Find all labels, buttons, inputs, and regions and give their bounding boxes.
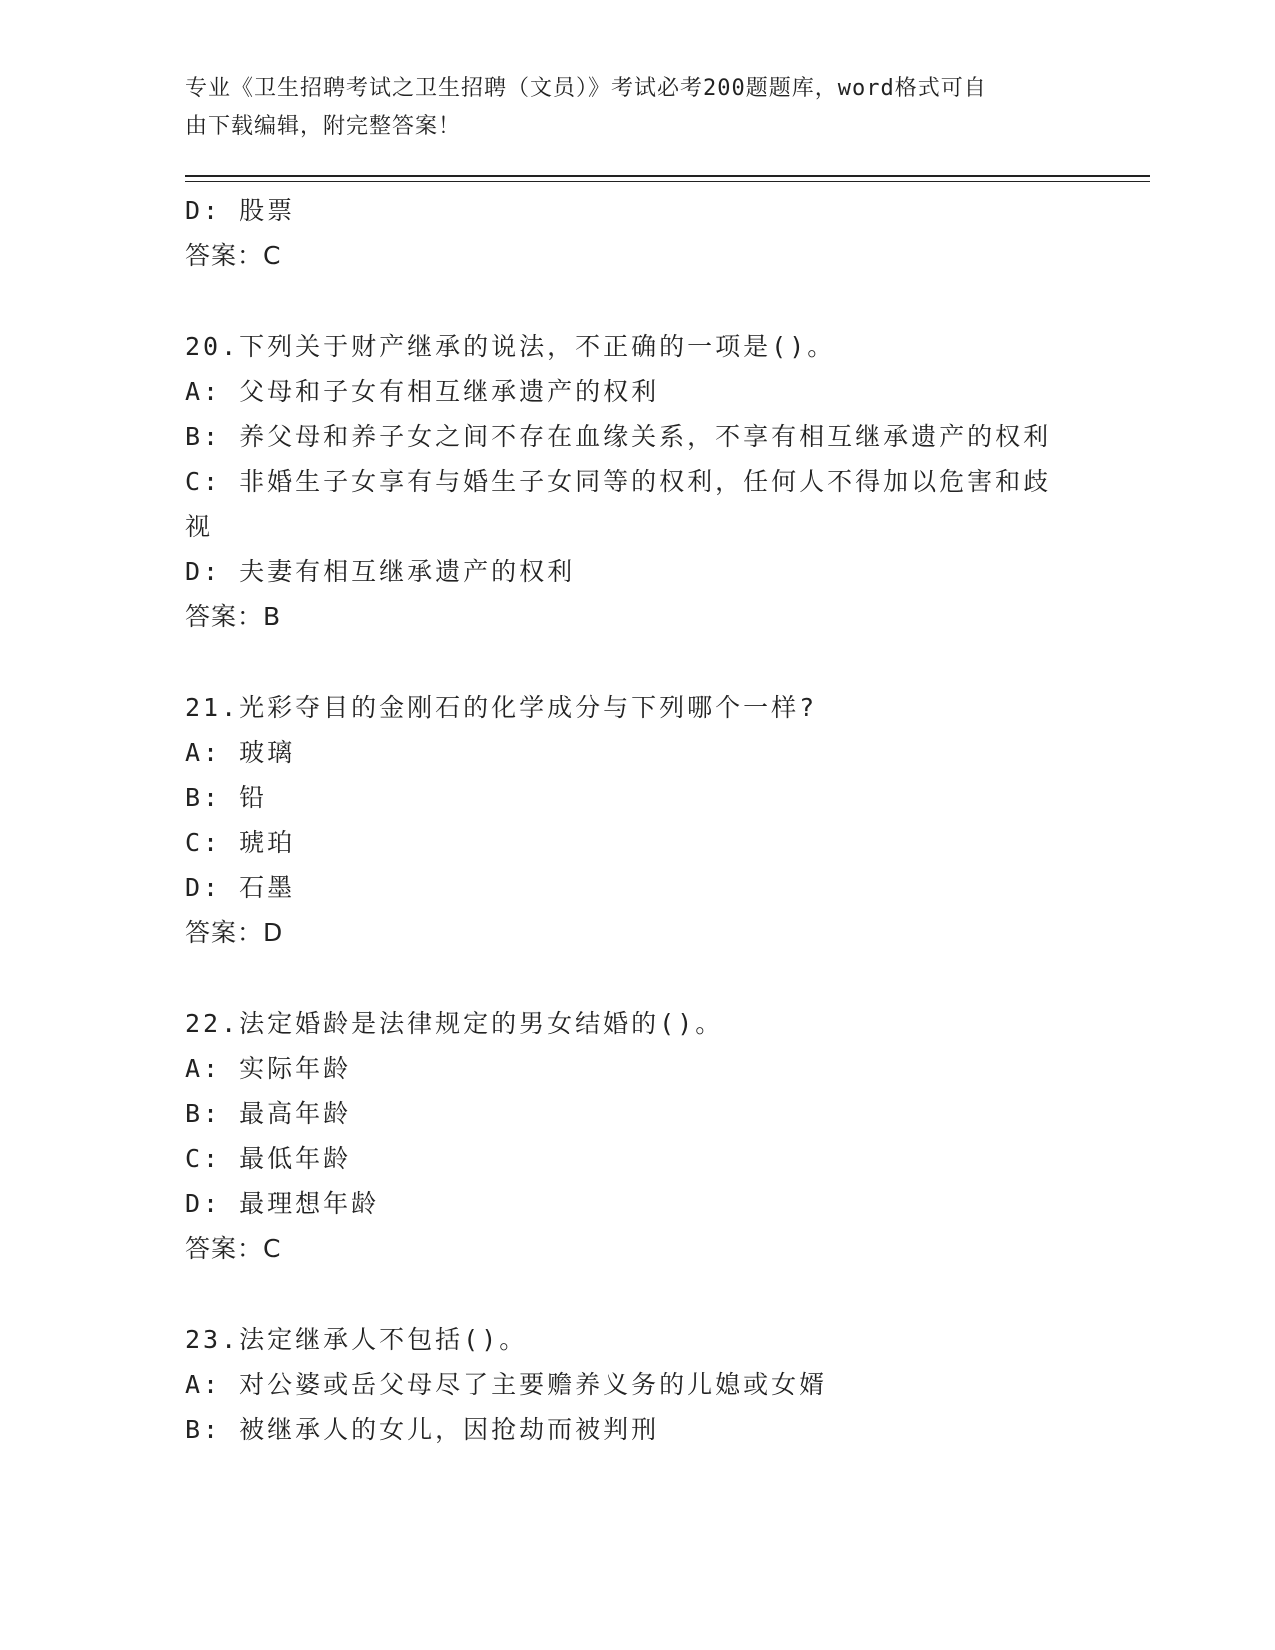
option-d: D: 石墨	[185, 873, 296, 902]
question-stem: 22.法定婚龄是法律规定的男女结婚的()。	[185, 1009, 724, 1038]
option-a: A: 父母和子女有相互继承遗产的权利	[185, 377, 660, 406]
spacer	[185, 278, 1085, 324]
question-list	[185, 188, 1085, 1452]
question-22	[185, 1001, 1085, 1271]
option-a: A: 对公婆或岳父母尽了主要赡养义务的儿媳或女婿	[185, 1370, 828, 1399]
spacer	[185, 1271, 1085, 1317]
answer-line: 答案：B	[185, 602, 282, 631]
answer-line: 答案：D	[185, 918, 284, 947]
option-d: D: 最理想年龄	[185, 1189, 380, 1218]
option-d: D: 夫妻有相互继承遗产的权利	[185, 557, 576, 586]
spacer	[185, 955, 1085, 1001]
question-20	[185, 324, 1085, 639]
header-divider-thin	[185, 181, 1150, 182]
option-b: B: 最高年龄	[185, 1099, 352, 1128]
question-stem: 23.法定继承人不包括()。	[185, 1325, 528, 1354]
option-c: C: 非婚生子女享有与婚生子女同等的权利，任何人不得加以危害和歧	[185, 467, 1052, 496]
header-line-1: 专业《卫生招聘考试之卫生招聘（文员）》考试必考200题题库，word格式可自	[185, 76, 987, 101]
option-a: A: 实际年龄	[185, 1054, 352, 1083]
question-21	[185, 685, 1085, 955]
option-a: A: 玻璃	[185, 738, 296, 767]
header-line-2: 由下载编辑，附完整答案！	[185, 114, 462, 139]
header-divider-thick	[185, 175, 1150, 177]
spacer	[185, 639, 1085, 685]
option-b: B: 养父母和养子女之间不存在血缘关系，不享有相互继承遗产的权利	[185, 422, 1052, 451]
option-b: B: 被继承人的女儿，因抢劫而被判刑	[185, 1415, 660, 1444]
question-stem: 21.光彩夺目的金刚石的化学成分与下列哪个一样?	[185, 693, 818, 722]
document-header	[185, 70, 1065, 146]
option-c: C: 最低年龄	[185, 1144, 352, 1173]
option-b: B: 铅	[185, 783, 268, 812]
answer-line: 答案：C	[185, 1234, 282, 1263]
option-c-continued: 视	[185, 512, 214, 541]
question-23	[185, 1317, 1085, 1452]
option-d: D: 股票	[185, 196, 296, 225]
option-c: C: 琥珀	[185, 828, 296, 857]
question-stem: 20.下列关于财产继承的说法，不正确的一项是()。	[185, 332, 836, 361]
answer-line: 答案：C	[185, 241, 282, 270]
